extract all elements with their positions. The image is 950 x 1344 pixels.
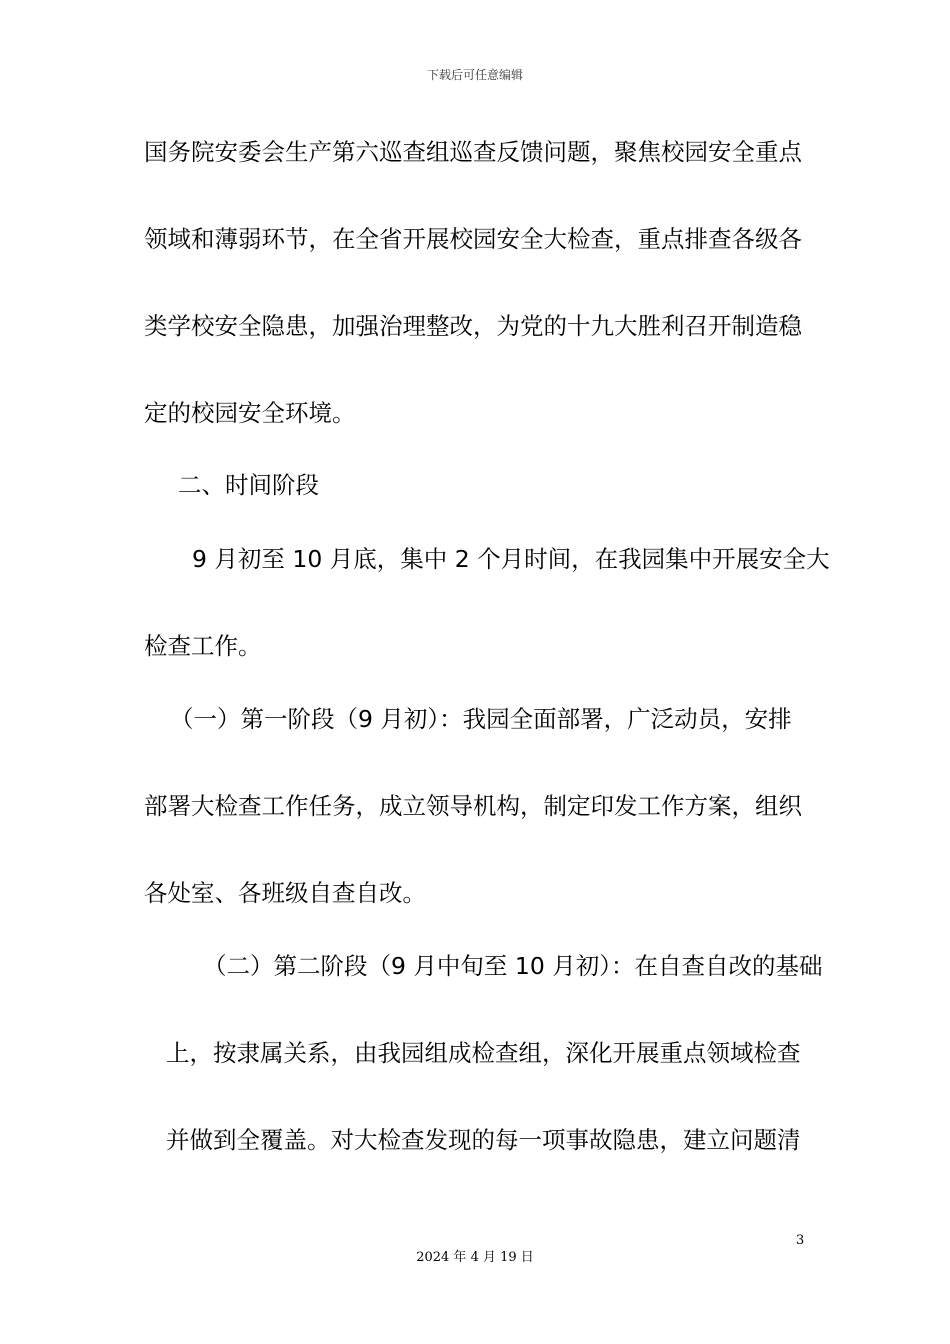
body-line: 各处室、各班级自查自改。 (144, 879, 426, 907)
body-line: 类学校安全隐患，加强治理整改，为党的十九大胜利召开制造稳 (144, 312, 802, 340)
section-heading: 二、时间阶段 (178, 471, 319, 499)
body-line: 国务院安委会生产第六巡查组巡查反馈问题，聚焦校园安全重点 (144, 138, 802, 166)
body-line: 检查工作。 (144, 632, 262, 660)
page-number: 3 (796, 1233, 805, 1248)
body-line: 领域和薄弱环节，在全省开展校园安全大检查，重点排查各级各 (144, 225, 802, 253)
body-line: 9 月初至 10 月底，集中 2 个月时间，在我园集中开展安全大 (192, 545, 830, 573)
footer-date: 2024 年 4 月 19 日 (416, 1250, 534, 1265)
body-line: 并做到全覆盖。对大检查发现的每一项事故隐患，建立问题清 (166, 1126, 801, 1154)
body-line: 上，按隶属关系，由我园组成检查组，深化开展重点领域检查 (166, 1039, 801, 1067)
page-header: 下载后可任意编辑 (426, 68, 523, 82)
body-line: 部署大检查工作任务，成立领导机构，制定印发工作方案，组织 (144, 792, 802, 820)
body-line: （一）第一阶段（9 月初）：我园全面部署，广泛动员，安排 (170, 705, 792, 733)
body-line: （二）第二阶段（9 月中旬至 10 月初）：在自查自改的基础 (203, 952, 823, 980)
body-line: 定的校园安全环境。 (144, 399, 356, 427)
